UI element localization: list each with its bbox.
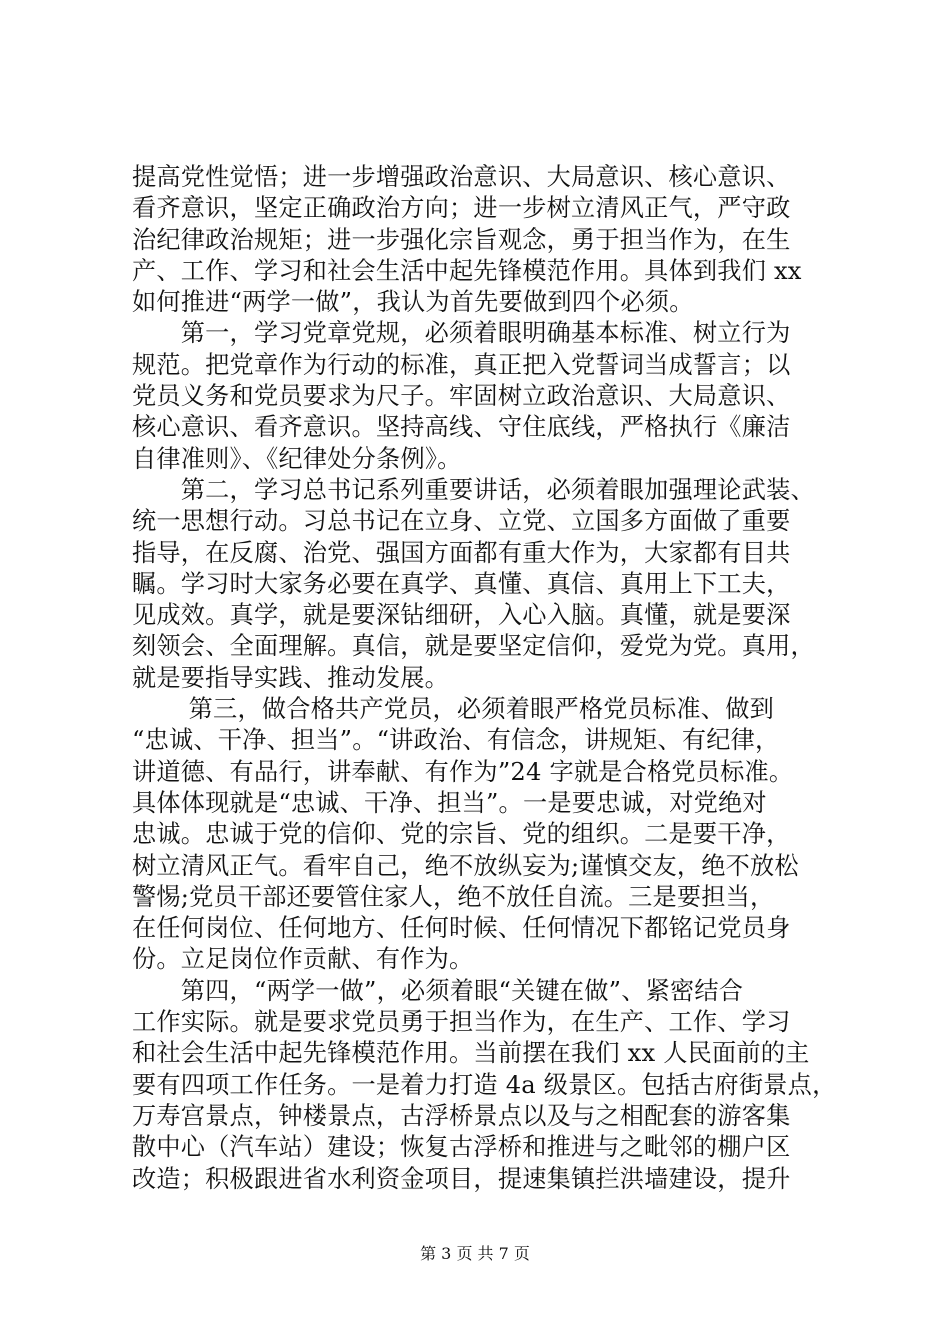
text-line: 第一，学习党章党规，必须着眼明确基本标准、树立行为 [132,319,791,348]
body-text [132,162,844,1195]
text-line: 要有四项工作任务。一是着力打造 4a 级景区。包括古府街景点， [132,1070,837,1099]
text-line: 刻领会、全面理解。真信，就是要坚定信仰，爱党为党。真用， [132,632,815,661]
text-line: 第二，学习总书记系列重要讲话，必须着眼加强理论武装、 [132,475,815,504]
text-line: 在任何岗位、任何地方、任何时候、任何情况下都铭记党员身 [132,914,791,943]
text-line: 就是要指导实践、推动发展。 [132,663,450,692]
text-line: “忠诚、干净、担当”。“讲政治、有信念，讲规矩、有纪律， [132,726,780,755]
page-number: 第 3 页 共 7 页 [420,1244,530,1263]
text-line: 第三，做合格共产党员，必须着眼严格党员标准、做到 [132,695,774,724]
text-line: 如何推进“两学一做”，我认为首先要做到四个必须。 [132,288,694,317]
text-line: 工作实际。就是要求党员勇于担当作为，在生产、工作、学习 [132,1008,791,1037]
text-line: 提高党性觉悟；进一步增强政治意识、大局意识、核心意识、 [132,163,791,191]
text-line: 警惕;党员干部还要管住家人，绝不放任自流。三是要担当， [132,882,775,911]
text-line: 份。立足岗位作贡献、有作为。 [132,945,474,974]
text-line: 散中心（汽车站）建设；恢复古浮桥和推进与之毗邻的棚户区 [132,1133,791,1162]
text-line: 瞩。学习时大家务必要在真学、真懂、真信、真用上下工夫， [132,569,791,598]
text-line: 见成效。真学，就是要深钻细研，入心入脑。真懂，就是要深 [132,601,791,630]
text-line: 指导，在反腐、治党、强国方面都有重大作为，大家都有目共 [132,538,791,567]
text-line: 讲道德、有品行，讲奉献、有作为”24 字就是合格党员标准。 [132,757,794,786]
text-line: 统一思想行动。习总书记在立身、立党、立国多方面做了重要 [132,507,791,536]
text-line: 党员义务和党员要求为尺子。牢固树立政治意识、大局意识、 [132,382,791,411]
text-line: 改造；积极跟进省水利资金项目，提速集镇拦洪墙建设，提升 [132,1164,791,1193]
text-line: 看齐意识，坚定正确政治方向；进一步树立清风正气，严守政 [132,194,791,223]
text-line: 忠诚。忠诚于党的信仰、党的宗旨、党的组织。二是要干净， [132,820,791,849]
text-line: 核心意识、看齐意识。坚持高线、守住底线，严格执行《廉洁 [132,413,791,442]
text-line: 第四，“两学一做”，必须着眼“关键在做”、紧密结合 [132,976,744,1005]
text-line: 治纪律政治规矩；进一步强化宗旨观念，勇于担当作为，在生 [132,225,791,254]
text-line: 自律准则》、《纪律处分条例》。 [132,444,462,473]
text-line: 树立清风正气。看牢自己，绝不放纵妄为;谨慎交友，绝不放松 [132,851,799,880]
text-line: 规范。把党章作为行动的标准，真正把入党誓词当成誓言；以 [132,350,791,379]
text-line: 和社会生活中起先锋模范作用。当前摆在我们 xx 人民面前的主 [132,1039,810,1068]
page-footer [0,1244,950,1264]
text-line: 万寿宫景点，钟楼景点，古浮桥景点以及与之相配套的游客集 [132,1101,791,1130]
text-line: 具体体现就是“忠诚、干净、担当”。一是要忠诚，对党绝对 [132,788,767,817]
text-line: 产、工作、学习和社会生活中起先锋模范作用。具体到我们 xx [132,256,802,285]
